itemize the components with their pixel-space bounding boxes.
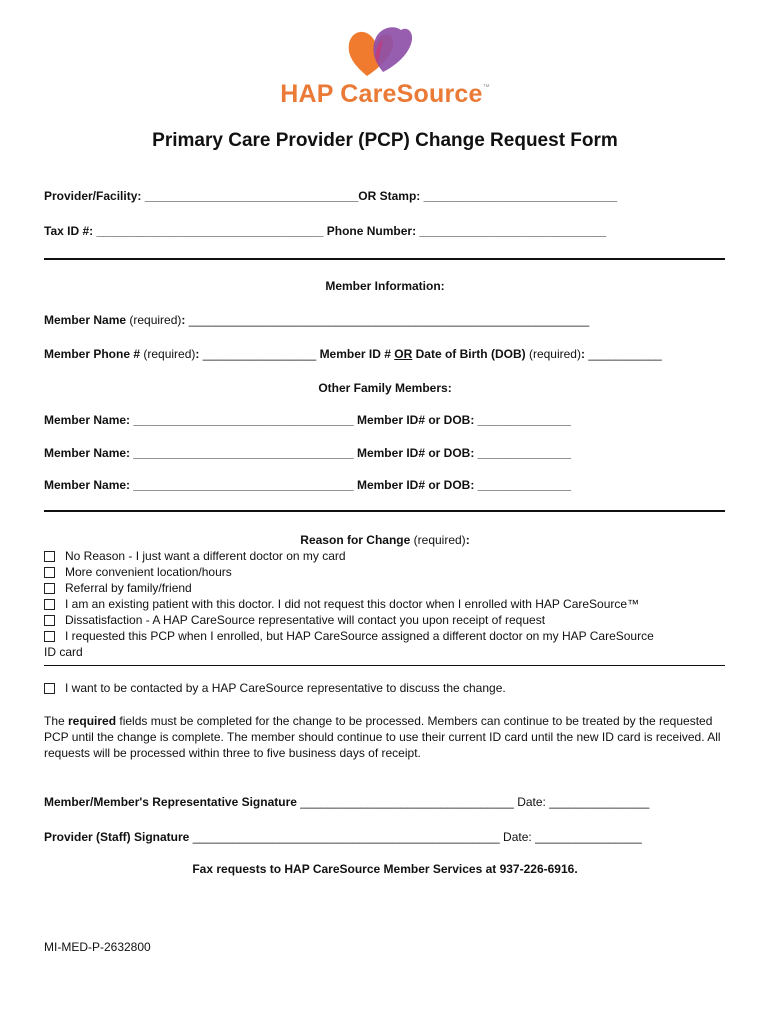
family-name-field[interactable]: _________________________________ [133,478,354,492]
member-info-heading: Member Information: [325,279,445,293]
member-signature-field[interactable]: ________________________________ [300,795,514,809]
provider-phone-field[interactable]: ____________________________ [419,224,607,238]
reason-option-wrap: ID card [44,645,83,659]
member-name-row: Member Name (required): ____________________________________________________________ [44,313,590,327]
member-signature-row: Member/Member's Representative Signature ________________________________ Date: _______________ [44,795,650,809]
member-phone-field[interactable]: _________________ [202,347,317,361]
provider-date-field[interactable]: ________________ [535,830,642,844]
provider-signature-row: Provider (Staff) Signature ______________________________________________ Date: ________________ [44,830,642,844]
provider-signature-field[interactable]: ______________________________________________ [192,830,500,844]
reason-checkbox[interactable] [44,631,55,642]
form-code: MI-MED-P-2632800 [44,940,151,954]
contact-option: I want to be contacted by a HAP CareSource representative to discuss the change. [44,680,506,696]
family-name-field[interactable]: _________________________________ [133,413,354,427]
hap-caresource-heart-logo [345,22,417,80]
brand-name: HAP CareSource™ [280,80,490,108]
family-id-field[interactable]: ______________ [477,446,572,460]
member-phone-id-row: Member Phone # (required): _________________ Member ID # OR Date of Birth (DOB) (required): ___________ [44,347,662,361]
reason-checkbox[interactable] [44,599,55,610]
tax-phone-row: Tax ID #: __________________________________ Phone Number: ____________________________ [44,224,607,238]
reason-option: Referral by family/friend [44,580,192,596]
divider [44,665,725,666]
tax-id-field[interactable]: __________________________________ [96,224,324,238]
contact-checkbox[interactable] [44,683,55,694]
family-id-field[interactable]: ______________ [477,413,572,427]
family-row: Member Name: _________________________________ Member ID# or DOB: ______________ [44,413,572,427]
provider-facility-field[interactable]: ________________________________ [144,189,359,203]
reason-option: Dissatisfaction - A HAP CareSource representative will contact you upon receipt of request [44,612,545,628]
reason-option: I am an existing patient with this doctor. I did not request this doctor when I enrolled with HAP CareSource™ [44,596,639,612]
reason-checkbox[interactable] [44,615,55,626]
reason-option: More convenient location/hours [44,564,232,580]
reason-option: No Reason - I just want a different doctor on my card [44,548,346,564]
member-date-field[interactable]: _______________ [549,795,650,809]
provider-facility-row: Provider/Facility: ________________________________OR Stamp: _____________________________ [44,189,618,203]
notice-paragraph: The required fields must be completed for the change to be processed. Members can continue to be treated by the requested PCP until the change is complete. The member should continue to use their current ID card until the new ID card is received. All requests will be processed within three to five business days of receipt. [44,714,721,760]
family-heading: Other Family Members: [318,381,452,395]
form-title: Primary Care Provider (PCP) Change Request Form [152,130,618,151]
family-row: Member Name: _________________________________ Member ID# or DOB: ______________ [44,446,572,460]
family-name-field[interactable]: _________________________________ [133,446,354,460]
member-id-field[interactable]: ___________ [588,347,662,361]
family-id-field[interactable]: ______________ [477,478,572,492]
divider [44,510,725,512]
fax-instructions: Fax requests to HAP CareSource Member Services at 937-226-6916. [192,862,578,876]
member-name-field[interactable]: ____________________________________________________________ [188,313,590,327]
divider [44,258,725,260]
stamp-field[interactable]: _____________________________ [423,189,618,203]
reason-heading: Reason for Change (required): [300,533,470,547]
reason-option: I requested this PCP when I enrolled, but HAP CareSource assigned a different doctor on my HAP CareSource [44,628,654,644]
reason-checkbox[interactable] [44,567,55,578]
reason-checkbox[interactable] [44,583,55,594]
family-row: Member Name: _________________________________ Member ID# or DOB: ______________ [44,478,572,492]
reason-checkbox[interactable] [44,551,55,562]
